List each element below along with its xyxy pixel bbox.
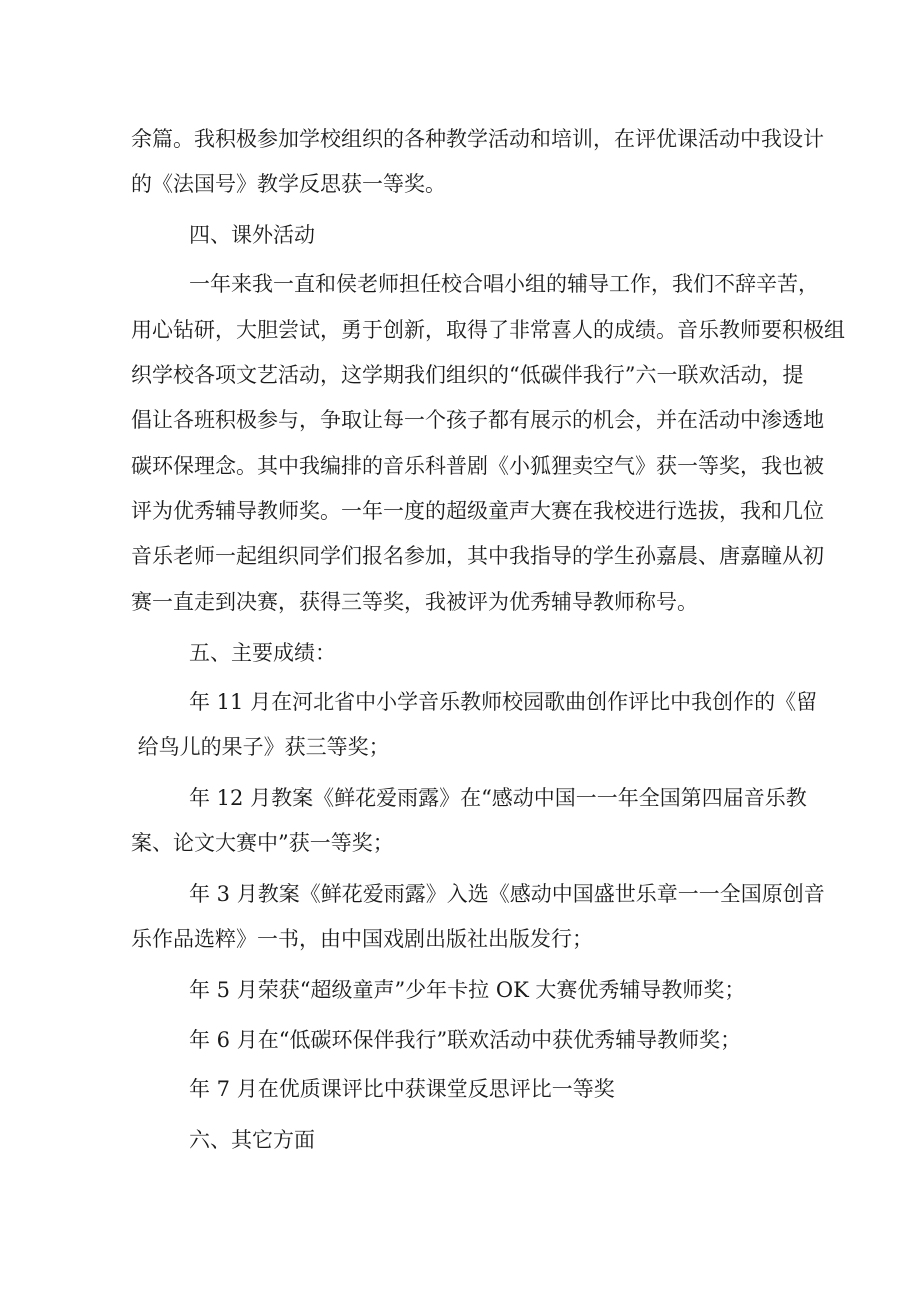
section-heading: 六、其它方面 [189,1128,315,1152]
achievement-line: 给鸟儿的果子》获三等奖； [131,735,390,759]
achievement-line: 年 11 月在河北省中小学音乐教师校园歌曲创作评比中我创作的《留 [189,690,818,714]
achievement-line: 案、论文大赛中”获一等奖； [131,831,394,855]
section-heading: 四、课外活动 [189,223,315,247]
achievement-line: 年 5 月荣获“超级童声”少年卡拉 OK 大赛优秀辅导教师奖； [189,978,746,1002]
section-heading: 五、主要成绩： [189,641,336,665]
paragraph-line: 评为优秀辅导教师奖。一年一度的超级童声大赛在我校进行选拔，我和几位 [131,499,824,523]
paragraph-line: 余篇。我积极参加学校组织的各种教学活动和培训，在评优课活动中我设计 [131,127,824,151]
achievement-line: 年 7 月在优质课评比中获课堂反思评比一等奖 [189,1077,615,1101]
achievement-line: 年 12 月教案《鲜花爱雨露》在“感动中国一一年全国第四届音乐教 [189,786,807,810]
achievement-line: 乐作品选粹》一书，由中国戏剧出版社出版发行； [131,927,593,951]
paragraph-line: 倡让各班积极参与，争取让每一个孩子都有展示的机会，并在活动中渗透地 [131,408,824,432]
paragraph-line: 赛一直走到决赛，获得三等奖，我被评为优秀辅导教师称号。 [131,590,698,614]
paragraph-line: 一年来我一直和侯老师担任校合唱小组的辅导工作，我们不辞辛苦， [189,272,819,296]
paragraph-line: 用心钻研，大胆尝试，勇于创新，取得了非常喜人的成绩。音乐教师要积极组 [131,318,845,342]
paragraph-line: 的《法国号》教学反思获一等奖。 [131,172,446,196]
paragraph-line: 音乐老师一起组织同学们报名参加，其中我指导的学生孙嘉晨、唐嘉瞳从初 [131,544,824,568]
paragraph-line: 织学校各项文艺活动，这学期我们组织的“低碳伴我行”六一联欢活动，提 [131,363,804,387]
paragraph-line: 碳环保理念。其中我编排的音乐科普剧《小狐狸卖空气》获一等奖，我也被 [131,454,824,478]
achievement-line: 年 6 月在“低碳环保伴我行”联欢活动中获优秀辅导教师奖； [189,1028,742,1052]
achievement-line: 年 3 月教案《鲜花爱雨露》入选《感动中国盛世乐章一一全国原创音 [189,882,825,906]
